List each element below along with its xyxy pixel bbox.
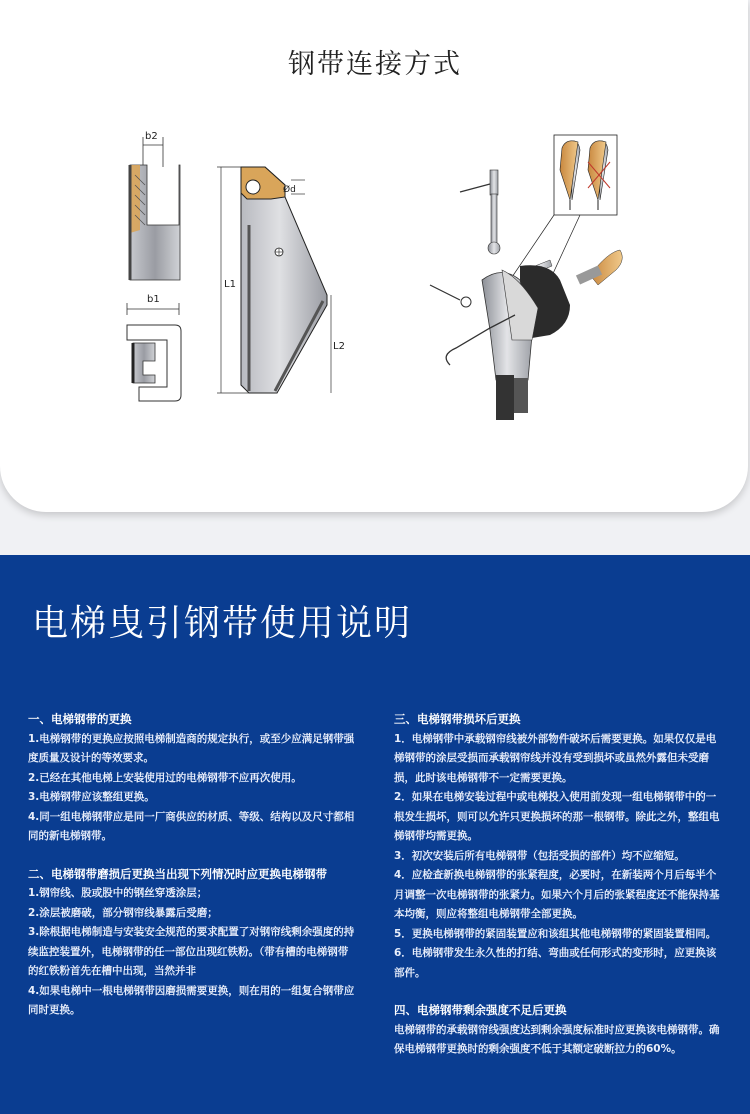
section-item: 2.已经在其他电梯上安装使用过的电梯钢带不应再次使用。 xyxy=(28,771,302,784)
section-item: 1．电梯钢带中承载钢帘线被外部物件破坏后需要更换。如果仅仅是电梯钢带的涂层受损而承载钢帘线并没有受到损坏或虽然外露但未受磨损，此时该电梯钢带不一定需要更换。 xyxy=(394,732,717,784)
label-L2: L2 xyxy=(333,341,345,352)
section-item: 4.同一组电梯钢带应是同一厂商供应的材质、等级、结构以及尺寸都相同的新电梯钢带。 xyxy=(28,810,355,842)
section-item: 5．更换电梯钢带的紧固装置应和该组其他电梯钢带的紧固装置相同。 xyxy=(394,927,717,940)
label-d: Ød xyxy=(283,185,296,195)
section-heading: 四、电梯钢带剩余强度不足后更换 xyxy=(394,1003,567,1017)
manual-left-column xyxy=(28,710,358,1021)
section-heading: 一、电梯钢带的更换 xyxy=(28,712,132,726)
section-item: 1.电梯钢带的更换应按照电梯制造商的规定执行，或至少应满足钢带强度质量及设计的等效要求。 xyxy=(28,732,355,764)
section-item: 2．如果在电梯安装过程中或电梯投入使用前发现一组电梯钢带中的一根发生损坏，则可以允许只更换损坏的那一根钢带。除此之外，整组电梯钢带均需更换。 xyxy=(394,791,720,842)
manual-title: 电梯曳引钢带使用说明 xyxy=(32,603,413,644)
assembly-diagram xyxy=(420,130,625,425)
manual-panel xyxy=(0,555,750,1114)
wedge-socket-diagram xyxy=(215,155,355,405)
section-item: 4．应检查新换电梯钢带的张紧程度，必要时，在新装两个月后每半个月调整一次电梯钢带的张紧力。如果六个月后的张紧程度还不能保持基本均衡，则应将整组电梯钢带全部更换。 xyxy=(394,869,720,920)
section-heading: 二、电梯钢带磨损后更换当出现下列情况时应更换电梯钢带 xyxy=(28,866,327,881)
label-L1: L1 xyxy=(224,279,236,290)
section-item: 6．电梯钢带发生永久性的打结、弯曲或任何形式的变形时，应更换该部件。 xyxy=(394,947,717,979)
section-heading: 三、电梯钢带损坏后更换 xyxy=(394,712,521,726)
section-item: 3.除根据电梯制造与安装安全规范的要求配置了对钢帘线剩余强度的持续监控装置外，电梯钢带的任一部位出现红铁粉。（带有槽的电梯钢带的红铁粉首先在槽中出现，当然并非 xyxy=(28,926,355,977)
section-item: 2.涂层被磨破，部分钢帘线暴露后受磨； xyxy=(28,906,218,919)
label-b1: b1 xyxy=(147,294,160,305)
section-item: 3.电梯钢带应该整组更换。 xyxy=(28,791,155,803)
section-text: 电梯钢带的承载钢帘线强度达到剩余强度标准时应更换该电梯钢带。确保电梯钢带更换时的剩余强度不低于其额定破断拉力的60%。 xyxy=(394,1023,720,1055)
manual-right-column xyxy=(394,710,724,1060)
label-b2: b2 xyxy=(145,131,158,142)
section-item: 4.如果电梯中一根电梯钢带因磨损需要更换，则在用的一组复合钢带应同时更换。 xyxy=(28,984,355,1016)
section-item: 3．初次安装后所有电梯钢带（包括受损的部件）均不应缩短。 xyxy=(394,849,685,862)
clamp-profile-diagram xyxy=(115,125,190,415)
diagram-card xyxy=(0,0,748,512)
section-item: 1.钢帘线、股或股中的钢丝穿透涂层； xyxy=(28,887,208,899)
page-title: 钢带连接方式 xyxy=(288,49,462,80)
